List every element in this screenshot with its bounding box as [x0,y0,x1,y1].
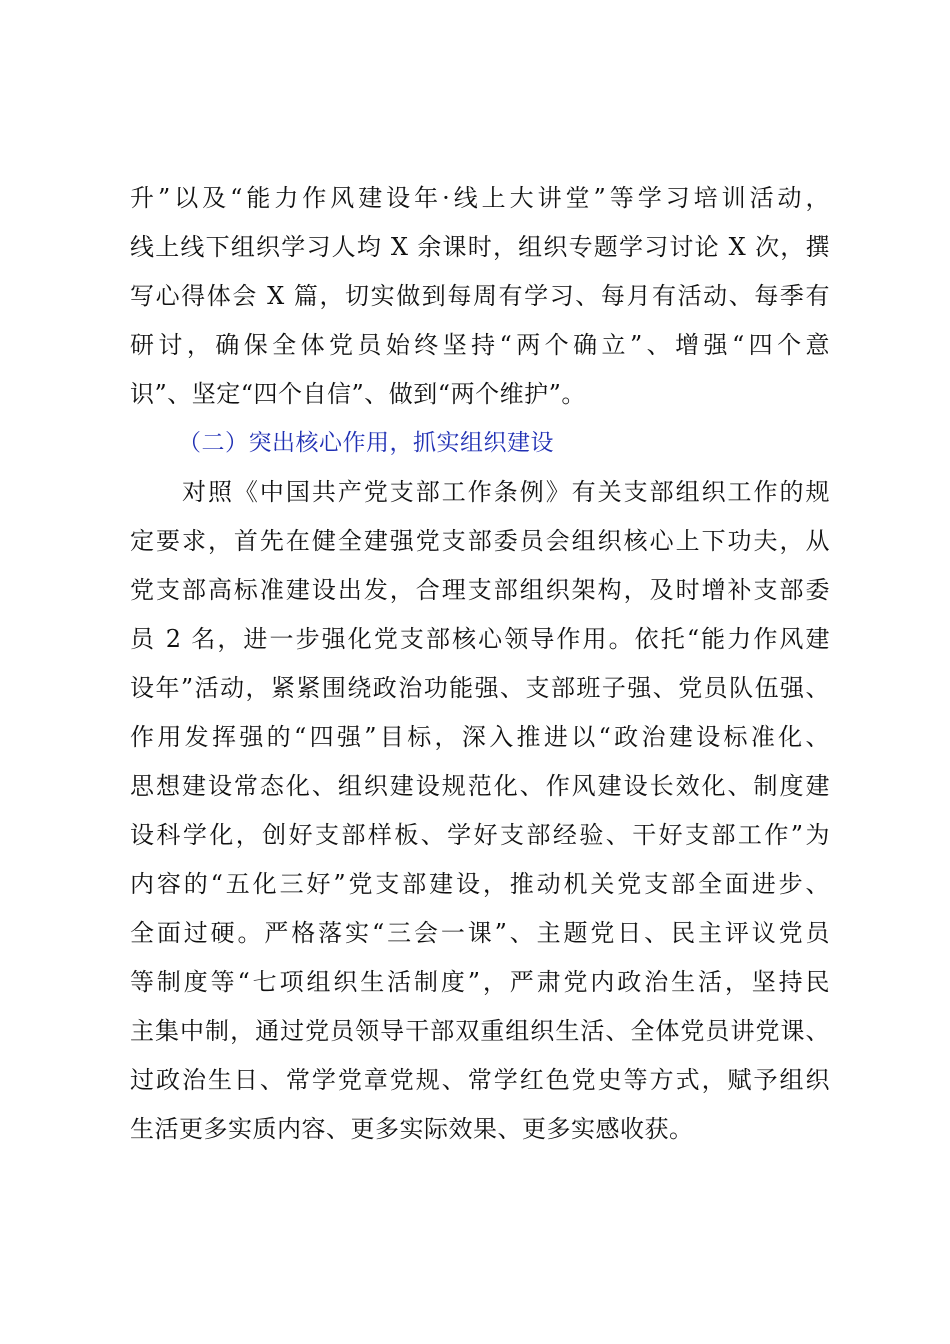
text-line: 写心得体会 X 篇，切实做到每周有学习、每月有活动、每季有 [130,282,830,310]
document-body [130,174,830,1154]
paragraph-organization-building [130,468,830,1154]
text-line: 员 2 名，进一步强化党支部核心领导作用。依托“能力作风建 [130,625,830,653]
paragraph-study-activities [130,174,830,419]
text-line: 思想建设常态化、组织建设规范化、作风建设长效化、制度建 [130,772,830,800]
text-line: 升”以及“能力作风建设年·线上大讲堂”等学习培训活动， [130,184,830,212]
text-line: 线上线下组织学习人均 X 余课时，组织专题学习讨论 X 次，撰 [130,233,830,261]
text-line: 设年”活动，紧紧围绕政治功能强、支部班子强、党员队伍强、 [130,674,830,702]
text-line: 识”、坚定“四个自信”、做到“两个维护”。 [130,380,586,408]
text-line: 等制度等“七项组织生活制度”，严肃党内政治生活，坚持民 [130,968,830,996]
text-line: 全面过硬。严格落实“三会一课”、主题党日、民主评议党员 [130,919,830,947]
text-line: 作用发挥强的“四强”目标，深入推进以“政治建设标准化、 [130,723,830,751]
text-line: 主集中制，通过党员领导干部双重组织生活、全体党员讲党课、 [130,1017,830,1045]
text-line: 研讨，确保全体党员始终坚持“两个确立”、增强“四个意 [130,331,830,359]
text-line: 对照《中国共产党支部工作条例》有关支部组织工作的规 [130,478,830,506]
text-line: 党支部高标准建设出发，合理支部组织架构，及时增补支部委 [130,576,830,604]
text-line: 过政治生日、常学党章党规、常学红色党史等方式，赋予组织 [130,1066,830,1094]
text-line: 内容的“五化三好”党支部建设，推动机关党支部全面进步、 [130,870,830,898]
section-heading: （二）突出核心作用，抓实组织建设 [178,430,554,456]
text-line: 设科学化，创好支部样板、学好支部经验、干好支部工作”为 [130,821,830,849]
text-line: 定要求，首先在健全建强党支部委员会组织核心上下功夫，从 [130,527,830,555]
text-line: 生活更多实质内容、更多实际效果、更多实感收获。 [130,1115,694,1143]
